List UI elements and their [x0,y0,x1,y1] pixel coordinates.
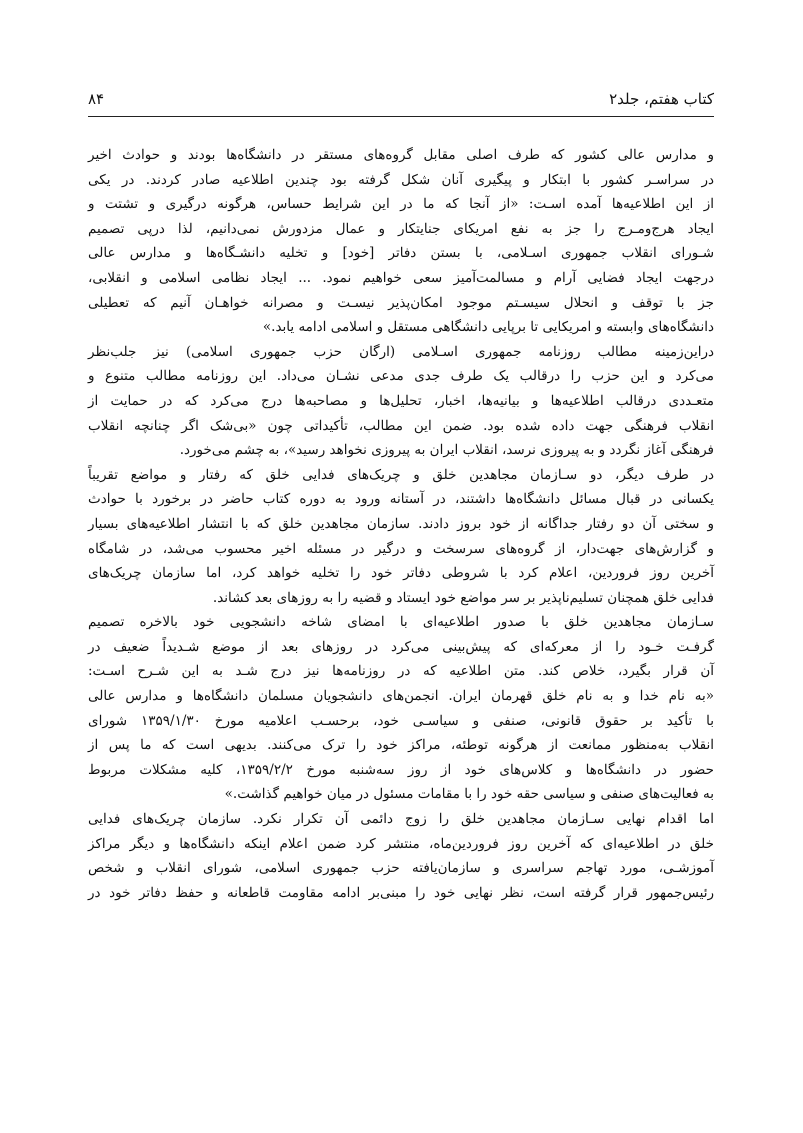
text-line: از این اطلاعیه‌ها آمده اسـت: «از آنجا که ما در این شرایط حساس، هرگونه درگیری و تشتت و [88,196,714,213]
paragraph-2 [88,340,714,463]
text-line: دانشگاه‌های وابسته و امریکایی تا برپایی دانشگاهی مستقل و اسلامی ادامه یابد.» [262,319,714,336]
text-line: آن قرار بگیرد، خلاص کند. متن اطلاعیه که در روزنامه‌ها نیز درج شـد به این شـرح اسـت: [88,663,714,680]
header-divider [88,116,714,117]
text-line: جز با توقف و انحلال سیسـتم موجود امکان‌پذیر نیسـت و مصرانه خواهـان آنیم که تعطیلی [88,294,714,311]
text-line: آموزشـی، مورد تهاجم سراسری و سازمان‌یافته حزب جمهوری اسلامی، شورای انقلاب و شخص [88,860,714,877]
page-header [88,88,714,110]
text-line: یکسانی در قبال مسائل دانشگاه‌ها داشتند، در آستانه ورود به دوره کتاب حاضر در برخورد با حوادث [88,491,714,508]
text-line: رئیس‌جمهور قرار گرفته است، نظر نهایی خود را مبنی‌بر ادامه مقاومت قاطعانه و حفظ دفاتر خود در [88,884,714,901]
text-line: آخرین روز فروردین، اعلام کرد با شروطی دفاتر خود را تخلیه خواهد کرد، اما سازمان چریک‌های [88,565,714,582]
paragraph-5 [88,807,714,905]
paragraph-1 [88,143,714,340]
page-number: ۸۴ [88,90,105,108]
text-line: خلق در اطلاعیه‌ای که آخرین روز فروردین‌ماه، منتشر کرد ضمن اعلام اینکه دانشگاه‌ها و دیگر مراکز [88,835,714,852]
text-line: و مدارس عالی کشور که طرف اصلی مقابل گروه‌های مستقر در دانشگاه‌ها بودند و حوادث اخیر [88,147,714,163]
body-text [88,143,714,905]
text-line: «به نام خدا و به نام خلق قهرمان ایران. انجمن‌های دانشجویان مسلمان دانشگاه‌ها و مدارس عالی [88,688,714,705]
paragraph-4 [88,610,714,807]
text-line: درجهت ایجاد فضایی آرام و مسالمت‌آمیز سعی خواهیم نمود. ... ایجاد نظامی اسلامی و انقلابی، [88,269,714,286]
text-line: ایجاد هرج‌ومـرج را جز به نفع امریکای جنایتکار و عمال مزدورش نمی‌دانیم، لذا درپی تصمیم [88,220,714,237]
paragraph-3 [88,463,714,611]
text-line: به فعالیت‌های صنفی و سیاسی حقه خود را با مقامات مسئول در میان خواهیم گذاشت.» [224,786,714,803]
text-line: سـازمان مجاهدین خلق با صدور اطلاعیه‌ای با امضای شاخه دانشجویی خود بالاخره تصمیم [88,614,714,631]
text-line: و گزارش‌های جهت‌دار، از گروه‌های سرسخت و درگیر در مسئله اخیر محسوب می‌شد، در شامگاه [88,540,714,557]
text-line: فرهنگی آغاز نگردد و به پیروزی نرسد، انقلاب ایران به پیروزی نخواهد رسید»، به چشم می‌خورد. [179,442,714,459]
text-line: انقلاب فرهنگی جهت داده شده بود. ضمن این مطالب، تأکیداتی چون «بی‌شک اگر چنانچه انقلاب [88,417,714,434]
text-line: متعـددی درقالب اطلاعیه‌ها و بیانیه‌ها، اخبار، تحلیل‌ها و مصاحبه‌ها درج می‌کرد که در حمایت از [88,392,714,409]
text-line: در طرف دیگر، دو سـازمان مجاهدین خلق و چریک‌های فدایی خلق که رفتار و مواضع تقریباً [88,466,714,483]
text-line: و سختی آن دو رفتار جداگانه از خود بروز دادند. سازمان مجاهدین خلق که با انتشار اطلاعیه‌های بسیار [88,515,714,532]
text-line: در سراسـر کشور با ابتکار و پیگیری آنان شکل گرفته بود چندین اطلاعیه صادر کردند. در یکی [88,171,714,188]
text-line: دراین‌زمینه مطالب روزنامه جمهوری اسـلامی (ارگان حزب جمهوری اسلامی) نیز جلب‌نظر [88,343,714,360]
text-line: فدایی خلق همچنان تسلیم‌ناپذیر بر سر مواضع خود ایستاد و قضیه را به روزهای بعد کشاند. [212,589,714,606]
text-line: انقلاب به‌منظور ممانعت از هرگونه توطئه، مراکز خود را ترک می‌کنند. بدیهی است که ما پس از [88,737,714,754]
text-line: اما اقدام نهایی سـازمان مجاهدین خلق را زوج دائمی آن تکرار نکرد. سازمان چریک‌های فدایی [88,811,714,828]
text-line: می‌کرد و این حزب را درقالب یک طرف جدی مدعی نشـان می‌داد. این روزنامه مطالب متنوع و [88,368,714,385]
text-line: با تأکید بر حقوق قانونی، صنفی و سیاسـی خود، برحسـب اعلامیه مورخ ۱۳۵۹/۱/۳۰ شورای [88,712,714,729]
text-line: حضور در دانشگاه‌ها و کلاس‌های خود از روز سه‌شنبه مورخ ۱۳۵۹/۲/۲، کلیه مشکلات مربوط [88,761,714,778]
text-line: شـورای انقلاب جمهوری اسـلامی، با بستن دفاتر [خود] و تخلیه دانشـگاه‌ها و مدارس عالی [88,245,714,262]
running-title: کتاب هفتم، جلد۲ [609,90,714,108]
text-line: گرفـت خـود را از معرکه‌ای که پیش‌بینی می‌کرد در روزهای بعد از موضع شـدیداً ضعیف در [88,638,714,655]
